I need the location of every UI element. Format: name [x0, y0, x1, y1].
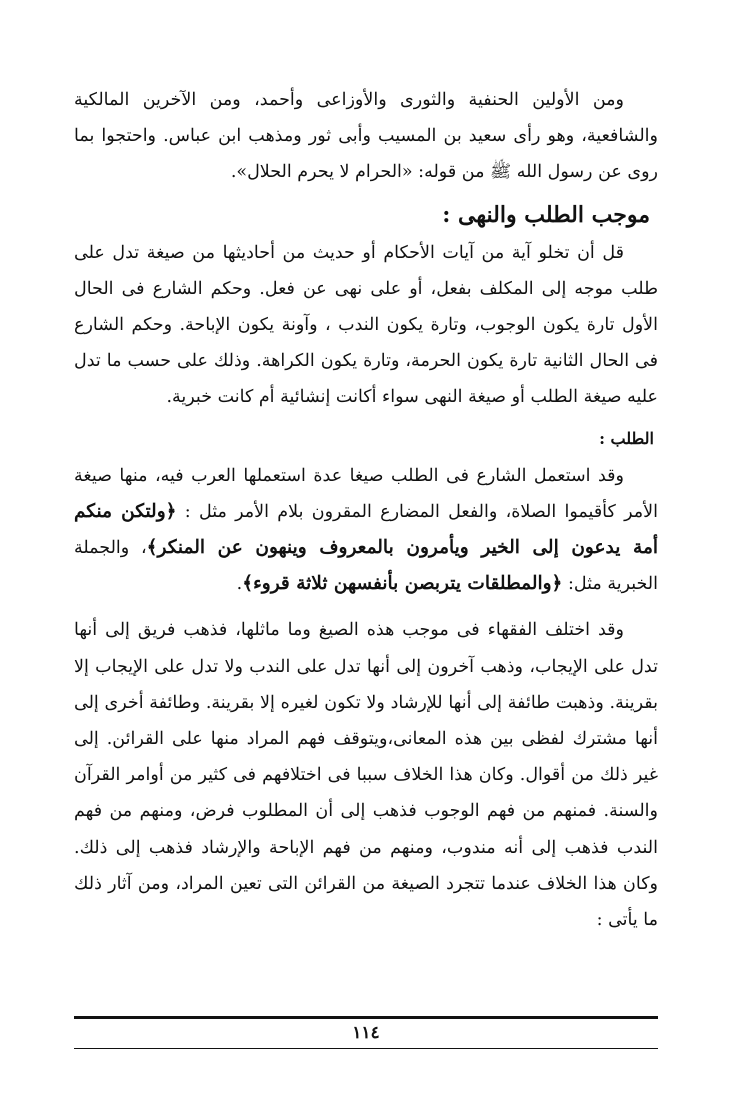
page-body	[74, 82, 658, 938]
paragraph-text: وقد استعمل الشارع فى الطلب صيغا عدة استعملها العرب فيه، منها صيغة الأمر كأقيموا الصلاة، والفعل المضارع المقرون بلام الأمر مثل :	[74, 465, 658, 522]
quran-quote: ﴿والمطلقات يتربصن بأنفسهن ثلاثة قروء﴾	[242, 573, 563, 595]
paragraph-request-prohibition: قل أن تخلو آية من آيات الأحكام أو حديث من أحاديثها من صيغة تدل على طلب موجه إلى المكلف بفعل، أو على نهى عن فعل. وحكم الشارع فى الحال الأول تارة يكون الوجوب، وتارة يكون الندب ، وآونة يكون الإباحة. وحكم الشارع فى الحال الثانية تارة يكون الحرمة، وتارة يكون الكراهة. وذلك على حسب ما تدل عليه صيغة الطلب أو صيغة النهى سواء أكانت إنشائية أم كانت خبرية.	[74, 242, 658, 408]
page-number: ١١٤	[352, 1023, 380, 1043]
paragraph-request-forms	[74, 458, 658, 603]
paragraph-intro: ومن الأولين الحنفية والثورى والأوزاعى وأحمد، ومن الآخرين المالكية والشافعية، وهو رأى سعيد بن المسيب وأبى ثور ومذهب ابن عباس. واحتجوا بما روى عن رسول الله ﷺ من قوله: «الحرام لا يحرم الحلال».	[74, 90, 658, 183]
footer-rule-thin	[74, 1048, 658, 1049]
paragraph-jurist-disagreement: وقد اختلف الفقهاء فى موجب هذه الصيغ وما ماثلها، فذهب فريق إلى أنها تدل على الإيجاب، وذهب آخرون إلى أنها تدل على الندب ولا تدل على الإيجاب إلا بقرينة. وذهبت طائفة إلى أنها للإرشاد ولا تكون لغيره إلا بقرينة. وطائفة أخرى إلى أنها مشترك لفظى بين هذه المعانى،ويتوقف فهم المراد منها على القرائن. إلى غير ذلك من أقوال. وكان هذا الخلاف سببا فى اختلافهم فى كثير من أوامر القرآن والسنة. فمنهم من فهم الوجوب فذهب إلى أن المطلوب فرض، ومنهم من فهم الندب فذهب إلى أنه مندوب، ومنهم من فهم الإباحة والإرشاد فذهب إلى ذلك. وكان هذا الخلاف عندما تتجرد الصيغة من القرائن التى تعين المراد، ومن آثار ذلك ما يأتى :	[74, 620, 658, 931]
section-heading: موجب الطلب والنهى :	[442, 201, 650, 228]
subsection-heading: الطلب :	[599, 428, 654, 448]
footer-rule-thick	[74, 1016, 658, 1019]
quran-quote: ﴿ولتكن منكم أمة يدعون إلى الخير ويأمرون بالمعروف وينهون عن المنكر﴾	[74, 500, 658, 559]
paragraph-text: .	[236, 574, 243, 595]
paragraph-text: ، والجملة الخبرية مثل:	[74, 538, 658, 595]
